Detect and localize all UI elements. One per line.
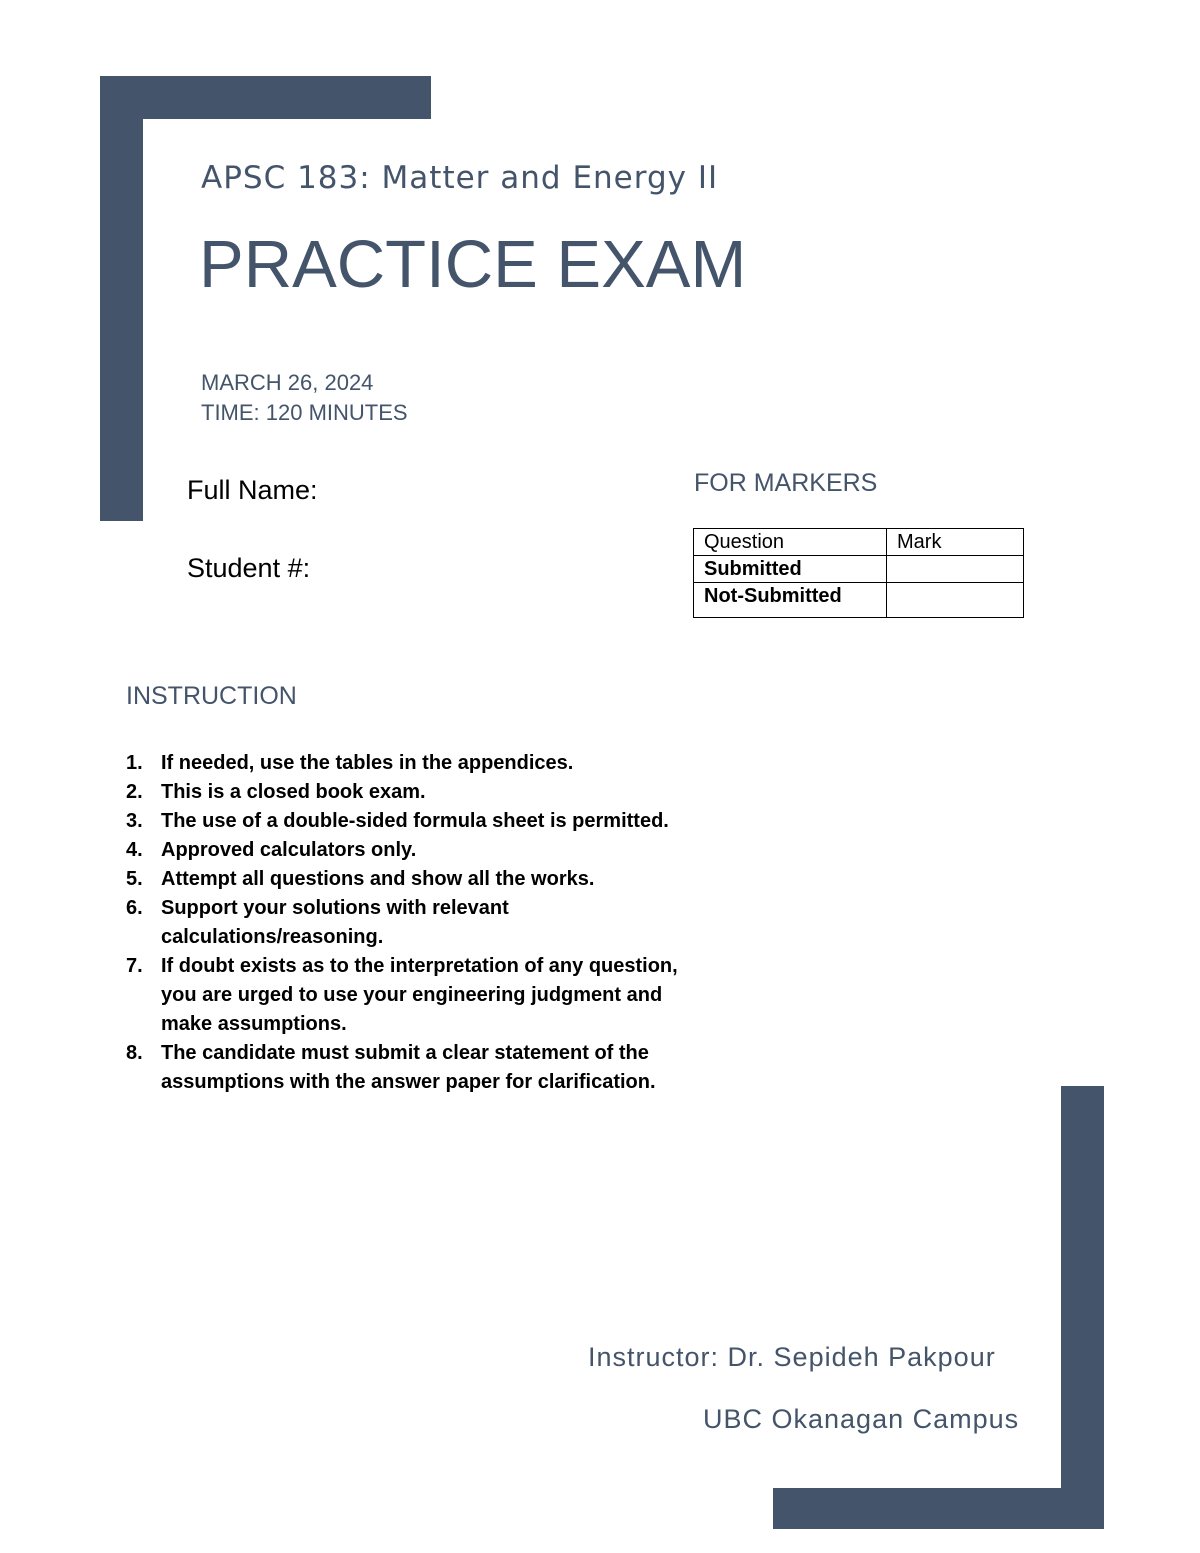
instruction-list	[126, 749, 706, 1097]
list-item-text: The use of a double-sided formula sheet is permitted.	[161, 810, 669, 832]
column-header-question: Question	[694, 529, 887, 556]
list-item-number: 2.	[126, 781, 143, 803]
list-item-number: 1.	[126, 752, 143, 774]
list-item-text: The candidate must submit a clear statement of the assumptions with the answer paper for clarification.	[161, 1042, 656, 1093]
column-header-mark: Mark	[887, 529, 1024, 556]
table-row	[694, 556, 1024, 583]
row-mark-submitted	[887, 556, 1024, 583]
list-item	[126, 836, 706, 865]
exam-time: TIME: 120 MINUTES	[201, 400, 408, 425]
exam-date: MARCH 26, 2024	[201, 370, 374, 395]
full-name-label: Full Name:	[187, 475, 318, 505]
list-item-text: Support your solutions with relevant calculations/reasoning.	[161, 897, 509, 948]
list-item	[126, 1039, 706, 1097]
decorative-corner-bar-bottom	[773, 1488, 1104, 1529]
row-question-not-submitted: Not-Submitted	[694, 583, 887, 618]
decorative-corner-bar-right	[1061, 1086, 1104, 1529]
markers-heading: FOR MARKERS	[694, 469, 878, 497]
list-item	[126, 749, 706, 778]
exam-title: PRACTICE EXAM	[199, 227, 747, 302]
list-item-text: This is a closed book exam.	[161, 781, 426, 803]
decorative-corner-bar-top	[100, 76, 431, 119]
course-title: APSC 183: Matter and Energy II	[201, 160, 719, 196]
list-item-number: 7.	[126, 955, 143, 977]
instructor-name: Instructor: Dr. Sepideh Pakpour	[588, 1342, 996, 1372]
campus-name: UBC Okanagan Campus	[703, 1404, 1020, 1434]
table-header-row	[694, 529, 1024, 556]
decorative-corner-bar-left	[100, 76, 143, 521]
instruction-heading: INSTRUCTION	[126, 682, 297, 710]
list-item	[126, 807, 706, 836]
list-item-text: If doubt exists as to the interpretation of any question, you are urged to use your engineering judgment and make assumptions.	[161, 955, 678, 1035]
marks-table	[693, 528, 1024, 618]
list-item	[126, 894, 706, 952]
list-item-number: 8.	[126, 1042, 143, 1064]
student-number-label: Student #:	[187, 553, 311, 583]
list-item-number: 6.	[126, 897, 143, 919]
list-item-number: 4.	[126, 839, 143, 861]
row-question-submitted: Submitted	[694, 556, 887, 583]
list-item-number: 3.	[126, 810, 143, 832]
list-item	[126, 952, 706, 1039]
list-item-text: If needed, use the tables in the appendices.	[161, 752, 574, 774]
list-item	[126, 865, 706, 894]
list-item-number: 5.	[126, 868, 143, 890]
table-row	[694, 583, 1024, 618]
list-item	[126, 778, 706, 807]
row-mark-not-submitted	[887, 583, 1024, 618]
list-item-text: Approved calculators only.	[161, 839, 417, 861]
list-item-text: Attempt all questions and show all the works.	[161, 868, 595, 890]
